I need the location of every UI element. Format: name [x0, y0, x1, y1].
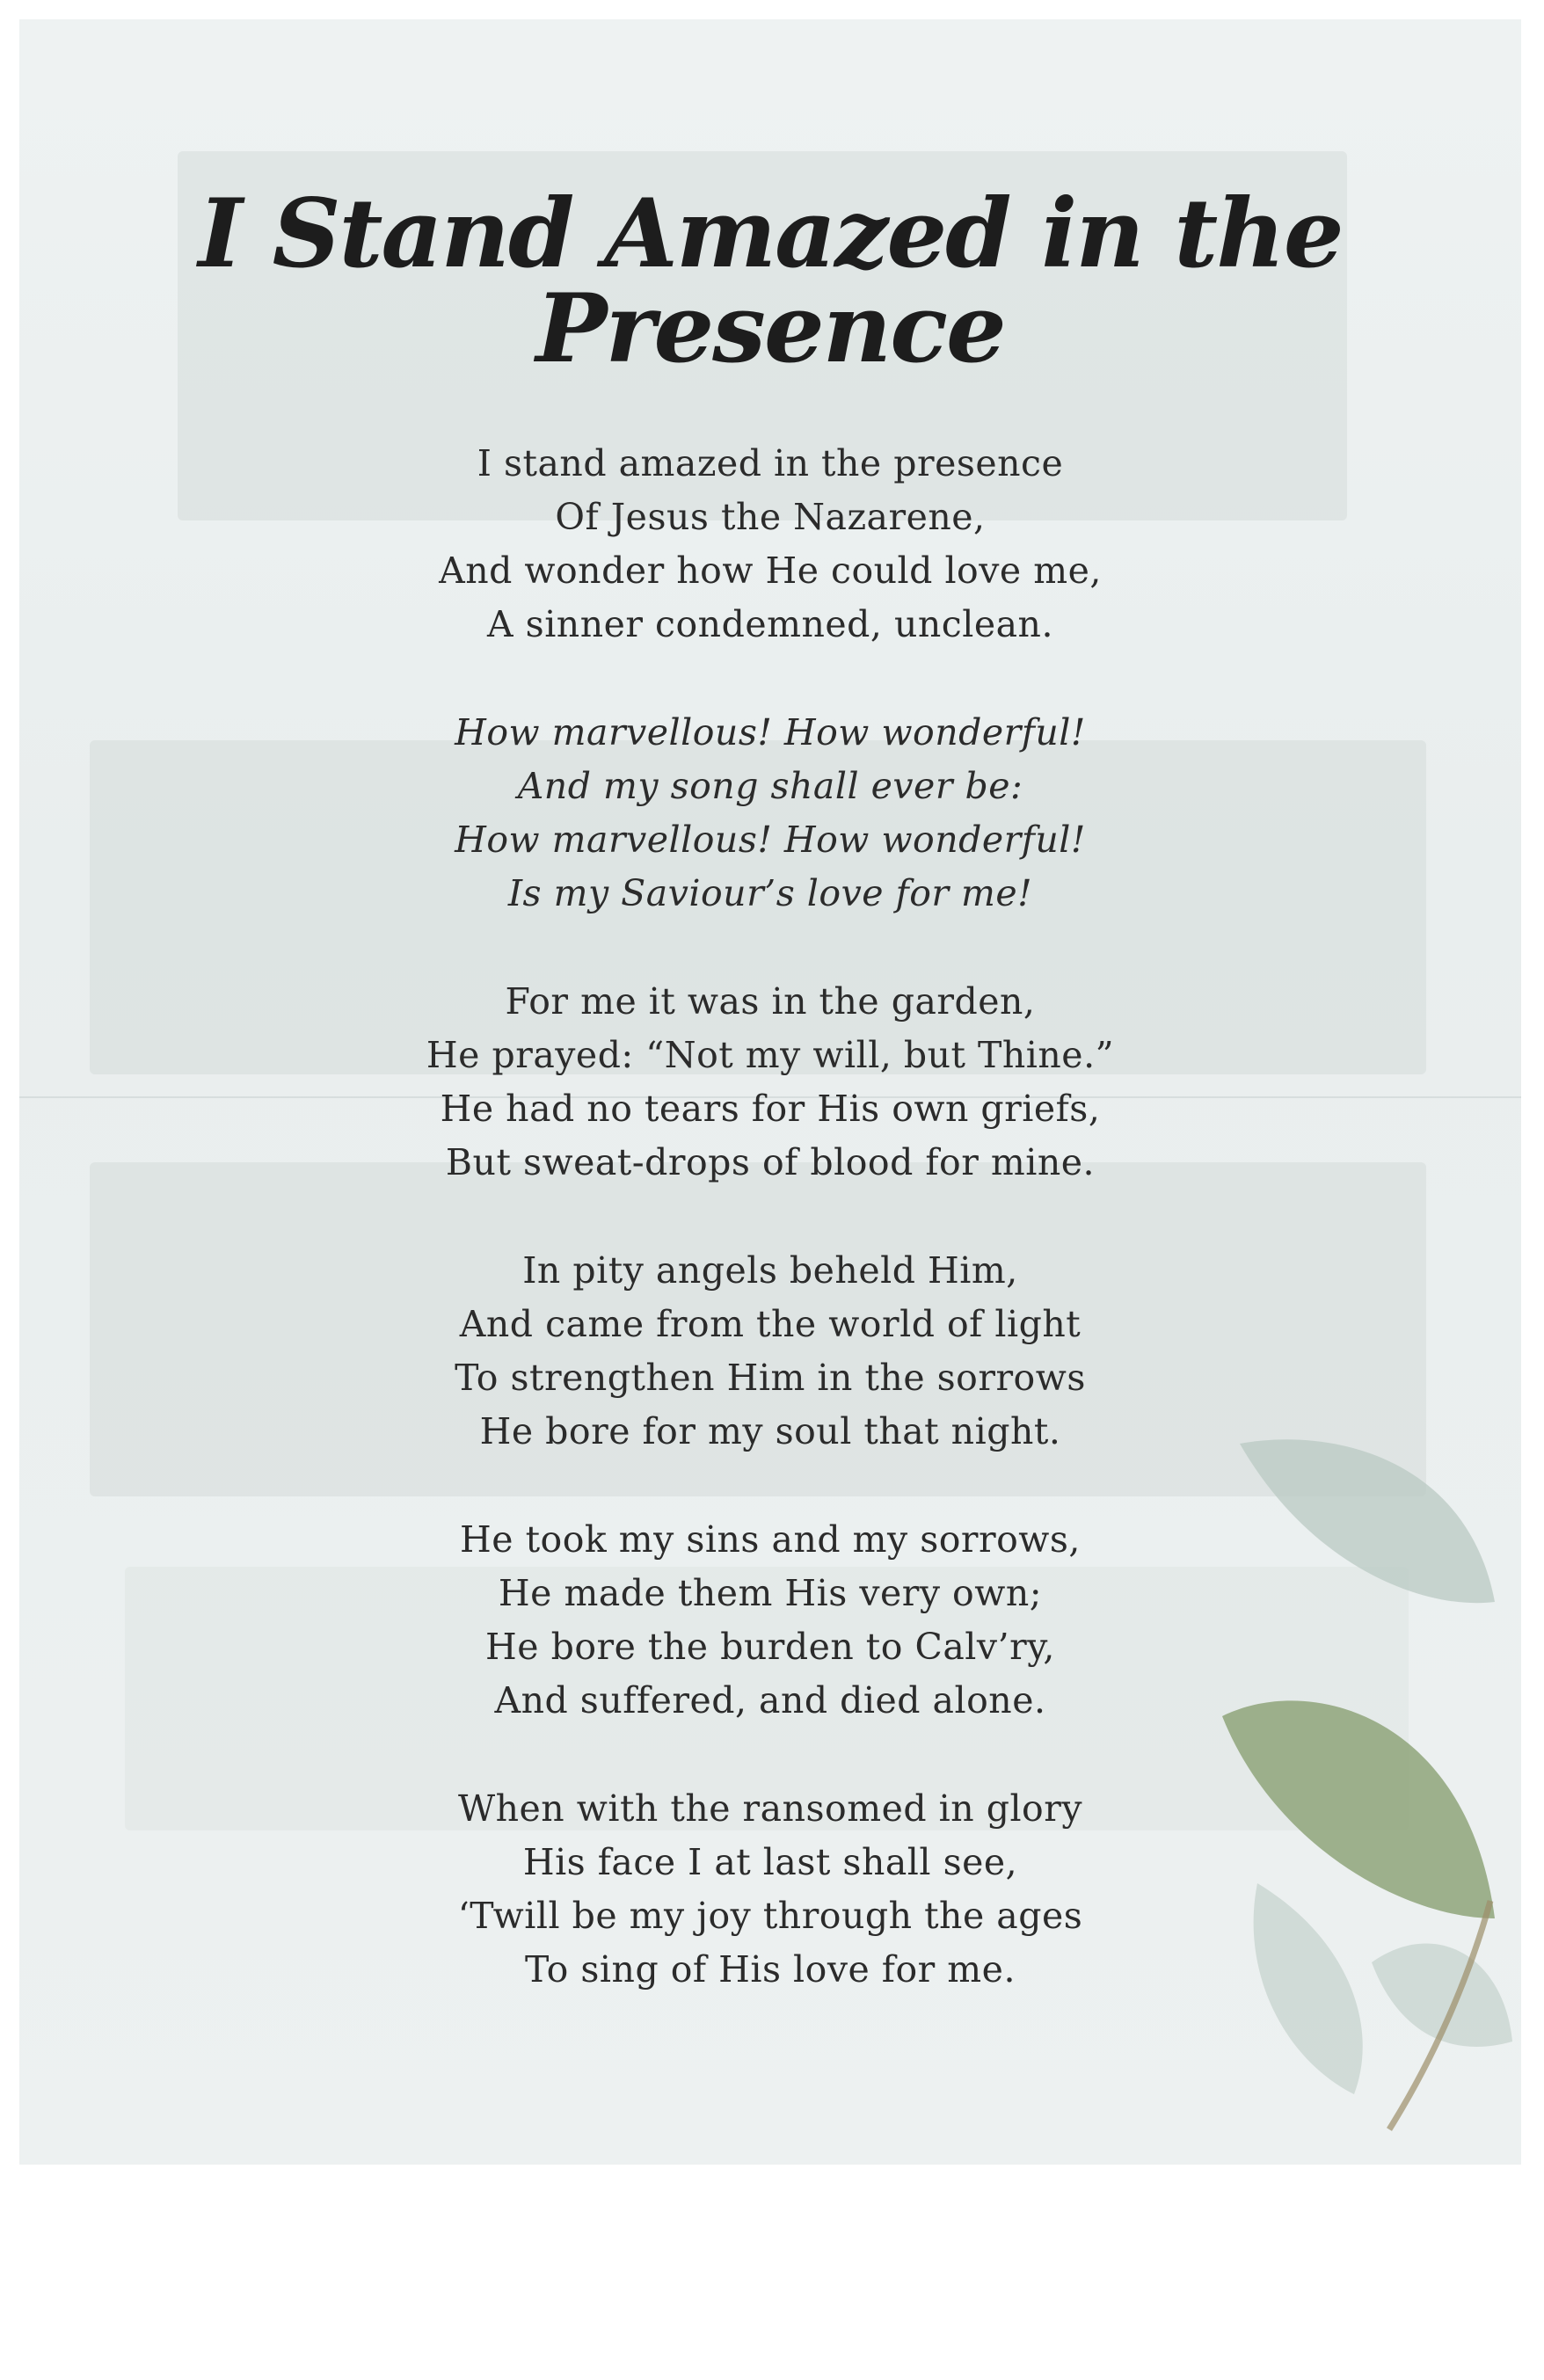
lyric-line: And my song shall ever be: — [517, 765, 1023, 807]
lyric-line: He took my sins and my sorrows, — [460, 1518, 1081, 1561]
lyric-line: For me it was in the garden, — [505, 980, 1036, 1023]
lyric-line: He prayed: “Not my will, but Thine.” — [426, 1034, 1115, 1076]
lyric-line: And suffered, and died alone. — [494, 1679, 1046, 1721]
page-title: I Stand Amazed in the Presence — [198, 178, 1343, 384]
lyric-line: ‘Twill be my joy through the ages — [457, 1895, 1083, 1937]
watercolor-leaves-icon — [1205, 1426, 1521, 2147]
lyric-line: His face I at last shall see, — [522, 1841, 1018, 1883]
lyric-line: In pity angels beheld Him, — [522, 1249, 1018, 1292]
lyric-line: He bore for my soul that night. — [479, 1410, 1061, 1452]
lyric-line: But sweat-drops of blood for mine. — [445, 1141, 1096, 1183]
lyric-line: To sing of His love for me. — [525, 1948, 1016, 1991]
lyric-line: When with the ransomed in glory — [458, 1787, 1082, 1830]
lyric-line: He had no tears for His own griefs, — [440, 1088, 1101, 1130]
lyric-line: A sinner condemned, unclean. — [487, 603, 1053, 645]
hymn-sheet — [19, 19, 1521, 2165]
verse-stanza — [19, 437, 1521, 651]
title-block — [19, 178, 1521, 384]
lyric-line: He bore the burden to Calv’ry, — [485, 1626, 1055, 1668]
lyric-line: Of Jesus the Nazarene, — [555, 496, 986, 538]
lyric-line: And came from the world of light — [459, 1303, 1082, 1345]
lyric-line: Is my Saviour’s love for me! — [507, 872, 1033, 914]
lyric-line: He made them His very own; — [498, 1572, 1043, 1614]
lyric-line: And wonder how He could love me, — [439, 550, 1102, 592]
lyric-line: I stand amazed in the presence — [477, 442, 1064, 484]
lyric-line: To strengthen Him in the sorrows — [455, 1357, 1086, 1399]
lyric-line: How marvellous! How wonderful! — [455, 711, 1086, 753]
verse-stanza — [19, 975, 1521, 1190]
chorus-stanza — [19, 706, 1521, 921]
lyric-line: How marvellous! How wonderful! — [455, 819, 1086, 861]
